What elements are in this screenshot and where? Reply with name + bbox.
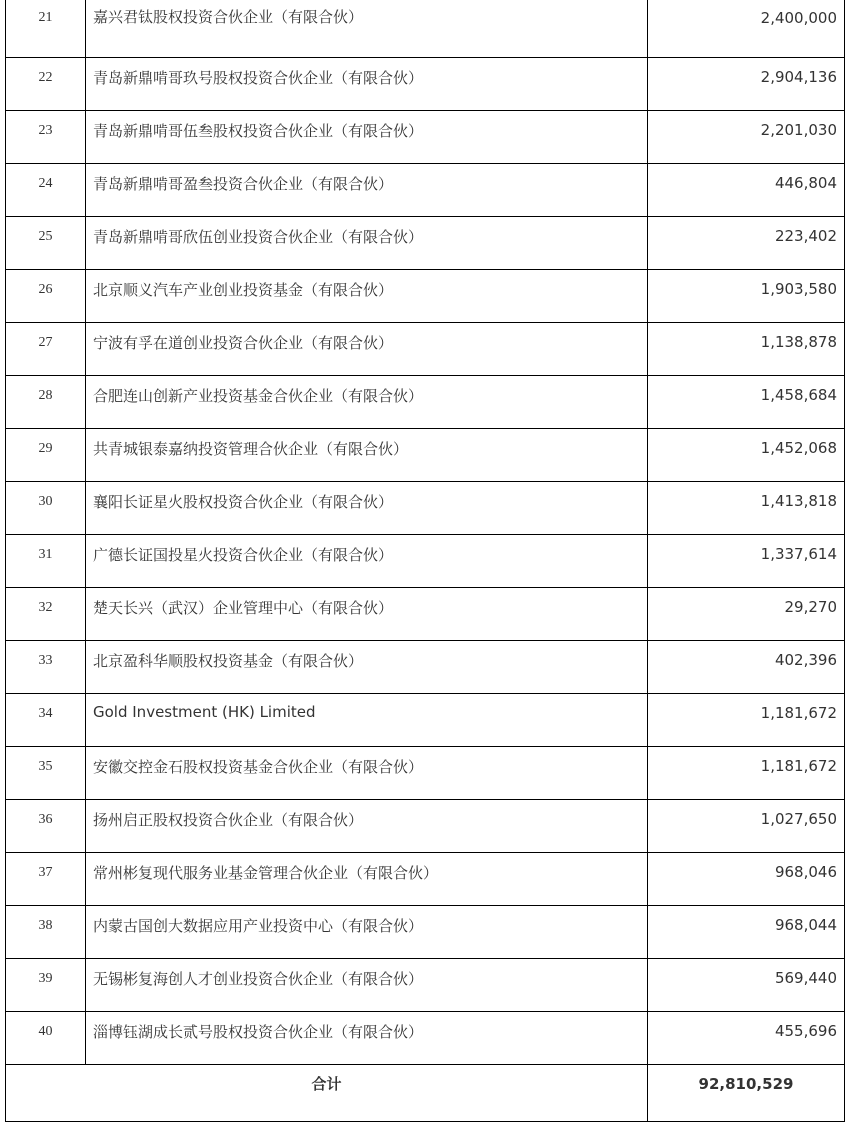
shareholder-name: 内蒙古国创大数据应用产业投资中心（有限合伙）: [86, 905, 648, 958]
shareholder-name: 北京顺义汽车产业创业投资基金（有限合伙）: [86, 269, 648, 322]
shareholder-name: 楚天长兴（武汉）企业管理中心（有限合伙）: [86, 587, 648, 640]
row-number: 28: [6, 375, 86, 428]
table-row: [6, 428, 845, 481]
table-row: [6, 110, 845, 163]
table-row: [6, 746, 845, 799]
share-amount: 455,696: [648, 1011, 845, 1064]
shareholder-table: [5, 0, 845, 1122]
row-number: 22: [6, 57, 86, 110]
shareholder-name: 青岛新鼎啃哥盈叁投资合伙企业（有限合伙）: [86, 163, 648, 216]
row-number: 24: [6, 163, 86, 216]
total-amount: 92,810,529: [648, 1064, 845, 1121]
row-number: 21: [6, 0, 86, 57]
shareholder-table-body: [6, 0, 845, 1064]
row-number: 36: [6, 799, 86, 852]
table-row: [6, 534, 845, 587]
row-number: 39: [6, 958, 86, 1011]
row-number: 25: [6, 216, 86, 269]
row-number: 23: [6, 110, 86, 163]
share-amount: 1,458,684: [648, 375, 845, 428]
row-number: 38: [6, 905, 86, 958]
total-label: 合计: [6, 1064, 648, 1121]
shareholder-name: 安徽交控金石股权投资基金合伙企业（有限合伙）: [86, 746, 648, 799]
table-row: [6, 852, 845, 905]
share-amount: 1,138,878: [648, 322, 845, 375]
share-amount: 1,903,580: [648, 269, 845, 322]
shareholder-name: 淄博钰湖成长贰号股权投资合伙企业（有限合伙）: [86, 1011, 648, 1064]
share-amount: 402,396: [648, 640, 845, 693]
share-amount: 2,400,000: [648, 0, 845, 57]
total-section: [6, 1064, 845, 1121]
table-row: [6, 905, 845, 958]
share-amount: 968,046: [648, 852, 845, 905]
table-row: [6, 958, 845, 1011]
shareholder-name: 共青城银泰嘉纳投资管理合伙企业（有限合伙）: [86, 428, 648, 481]
shareholder-name: 青岛新鼎啃哥欣伍创业投资合伙企业（有限合伙）: [86, 216, 648, 269]
shareholder-name: 广德长证国投星火投资合伙企业（有限合伙）: [86, 534, 648, 587]
table-row: [6, 0, 845, 57]
table-row: [6, 269, 845, 322]
share-amount: 1,413,818: [648, 481, 845, 534]
shareholder-name: 扬州启正股权投资合伙企业（有限合伙）: [86, 799, 648, 852]
share-amount: 29,270: [648, 587, 845, 640]
table-row: [6, 57, 845, 110]
row-number: 32: [6, 587, 86, 640]
table-row: [6, 799, 845, 852]
table-row: [6, 163, 845, 216]
shareholder-name: 青岛新鼎啃哥玖号股权投资合伙企业（有限合伙）: [86, 57, 648, 110]
share-amount: 1,181,672: [648, 693, 845, 746]
shareholder-name: 常州彬复现代服务业基金管理合伙企业（有限合伙）: [86, 852, 648, 905]
shareholder-name: 青岛新鼎啃哥伍叁股权投资合伙企业（有限合伙）: [86, 110, 648, 163]
table-row: [6, 322, 845, 375]
share-amount: 2,904,136: [648, 57, 845, 110]
row-number: 29: [6, 428, 86, 481]
share-amount: 2,201,030: [648, 110, 845, 163]
row-number: 34: [6, 693, 86, 746]
shareholder-name: 襄阳长证星火股权投资合伙企业（有限合伙）: [86, 481, 648, 534]
row-number: 27: [6, 322, 86, 375]
table-row: [6, 587, 845, 640]
table-row: [6, 375, 845, 428]
shareholder-name: 无锡彬复海创人才创业投资合伙企业（有限合伙）: [86, 958, 648, 1011]
table-row: [6, 481, 845, 534]
shareholder-name: Gold Investment (HK) Limited: [86, 693, 648, 746]
share-amount: 968,044: [648, 905, 845, 958]
row-number: 26: [6, 269, 86, 322]
table-row: [6, 640, 845, 693]
shareholder-name: 北京盈科华顺股权投资基金（有限合伙）: [86, 640, 648, 693]
shareholder-name: 合肥连山创新产业投资基金合伙企业（有限合伙）: [86, 375, 648, 428]
row-number: 37: [6, 852, 86, 905]
table-row: [6, 216, 845, 269]
table-row: [6, 1011, 845, 1064]
share-amount: 1,452,068: [648, 428, 845, 481]
table-row: [6, 693, 845, 746]
row-number: 40: [6, 1011, 86, 1064]
share-amount: 446,804: [648, 163, 845, 216]
row-number: 35: [6, 746, 86, 799]
row-number: 30: [6, 481, 86, 534]
row-number: 31: [6, 534, 86, 587]
total-row: [6, 1064, 845, 1121]
share-amount: 1,181,672: [648, 746, 845, 799]
row-number: 33: [6, 640, 86, 693]
share-amount: 569,440: [648, 958, 845, 1011]
shareholder-name: 宁波有孚在道创业投资合伙企业（有限合伙）: [86, 322, 648, 375]
share-amount: 1,027,650: [648, 799, 845, 852]
share-amount: 1,337,614: [648, 534, 845, 587]
share-amount: 223,402: [648, 216, 845, 269]
shareholder-name: 嘉兴君钛股权投资合伙企业（有限合伙）: [86, 0, 648, 57]
